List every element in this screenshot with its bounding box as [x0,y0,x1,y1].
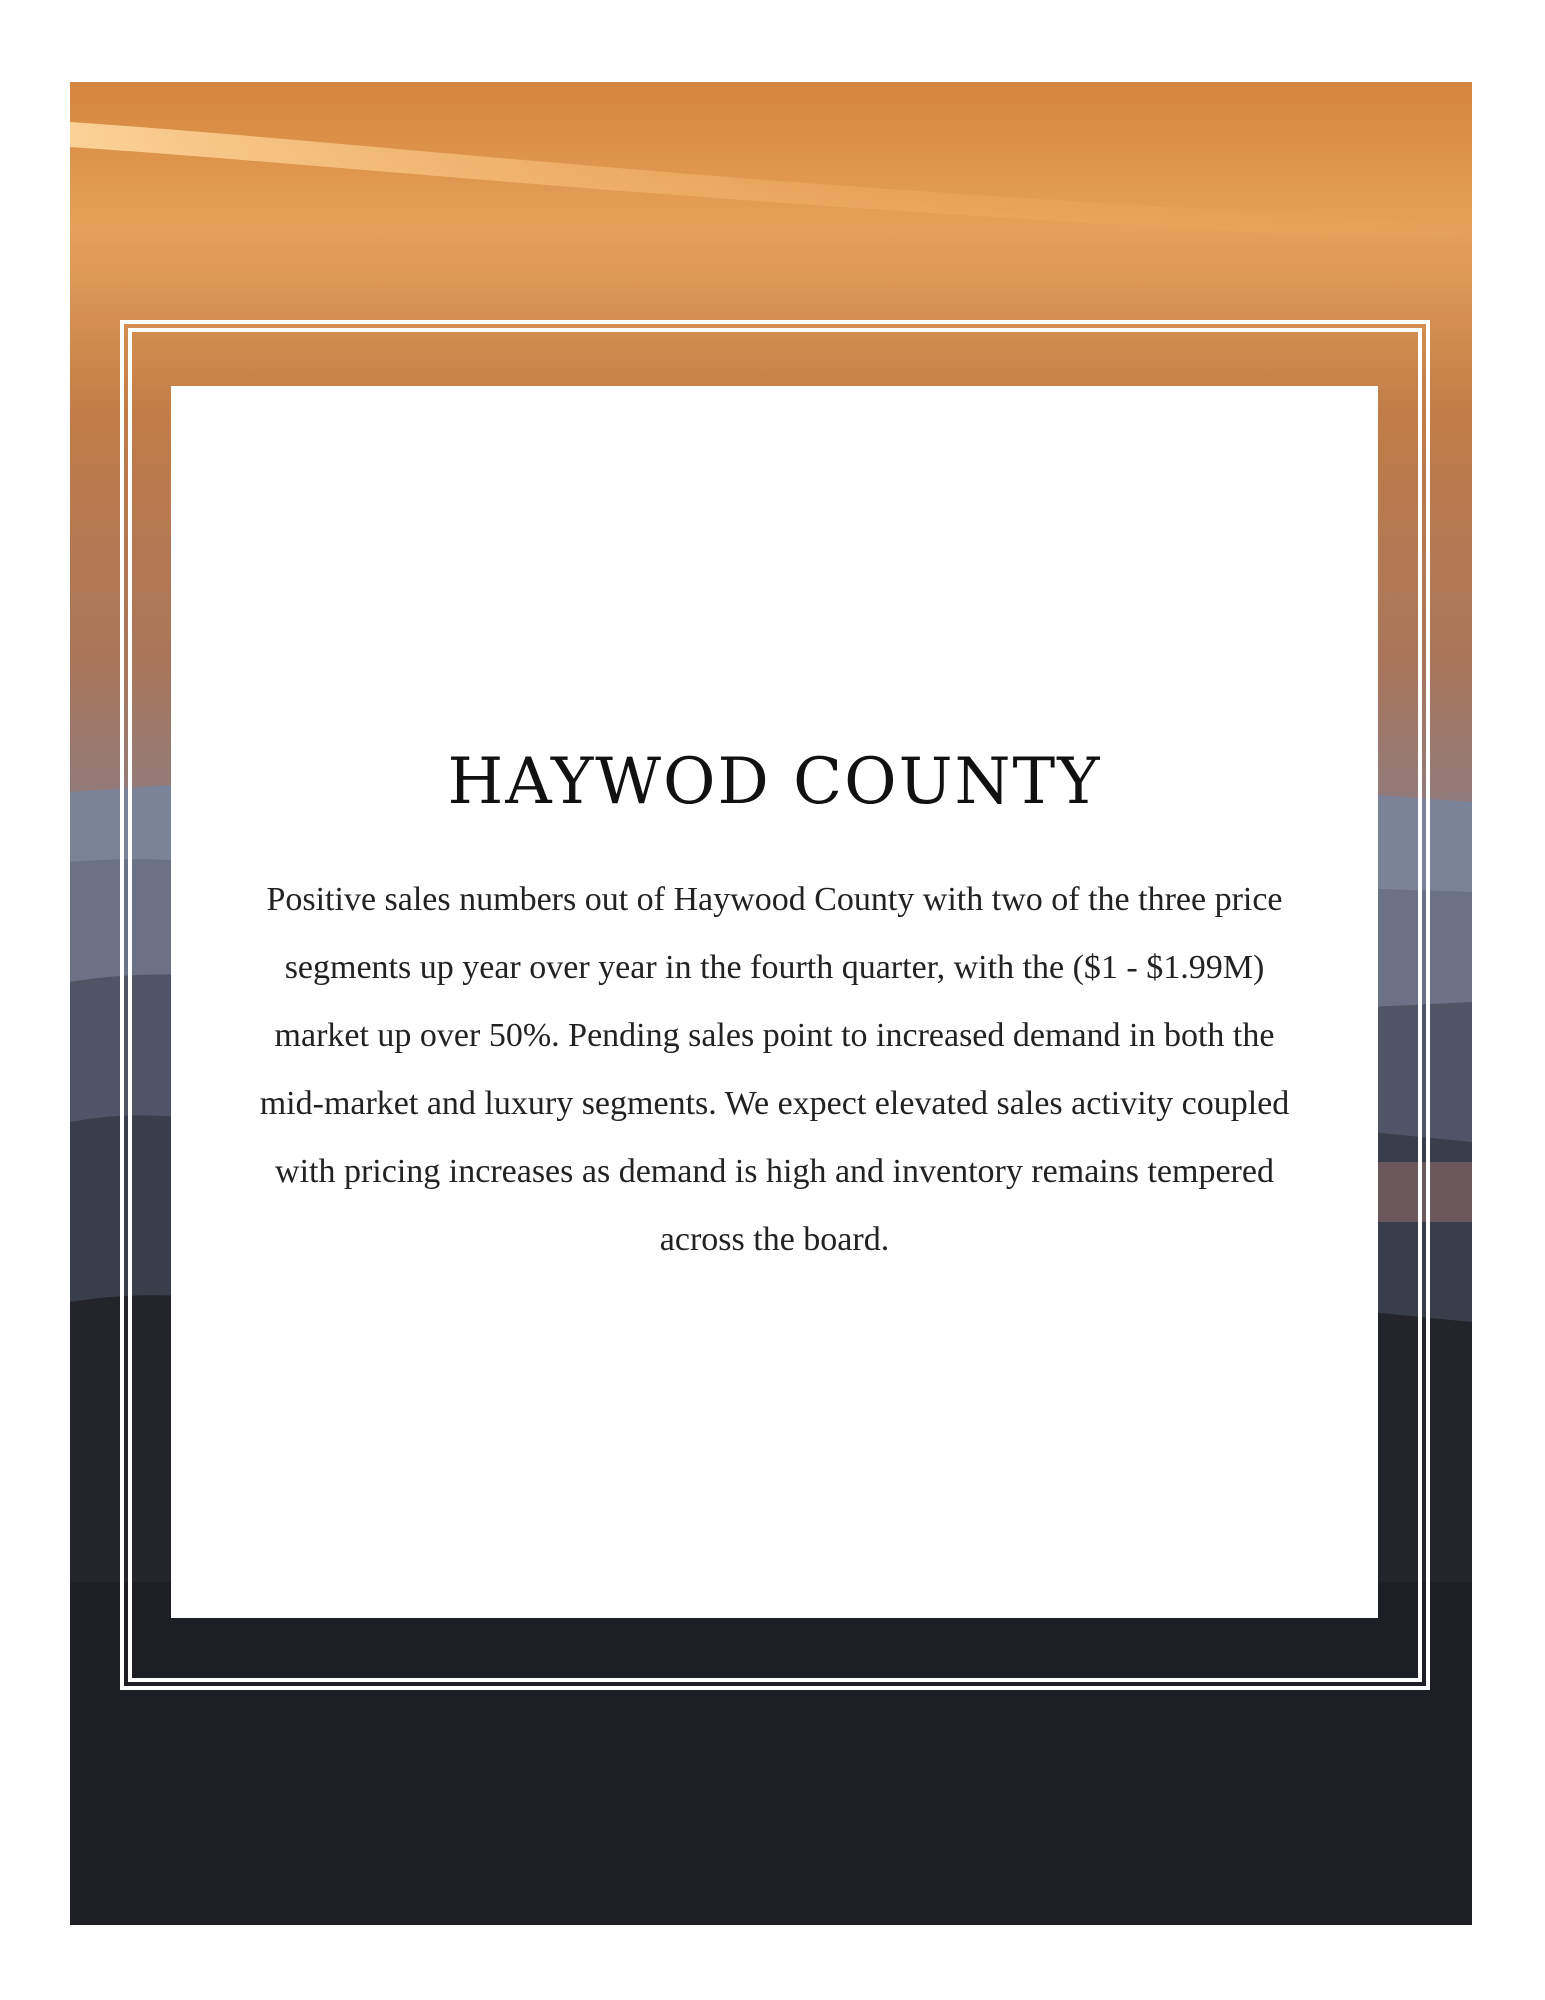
page-title: HAYWOD COUNTY [447,745,1102,819]
body-paragraph: Positive sales numbers out of Haywood County with two of the three price segments up year over year in the fourth quarter, with the ($1 - $1.99M) market up over 50%. Pending sales point to increased demand in both the mid-market and luxury segments. We expect elevated sales activity coupled with pricing increases as demand is high and inventory remains tempered across the board. [259,881,1290,1258]
text-card [171,386,1378,1618]
